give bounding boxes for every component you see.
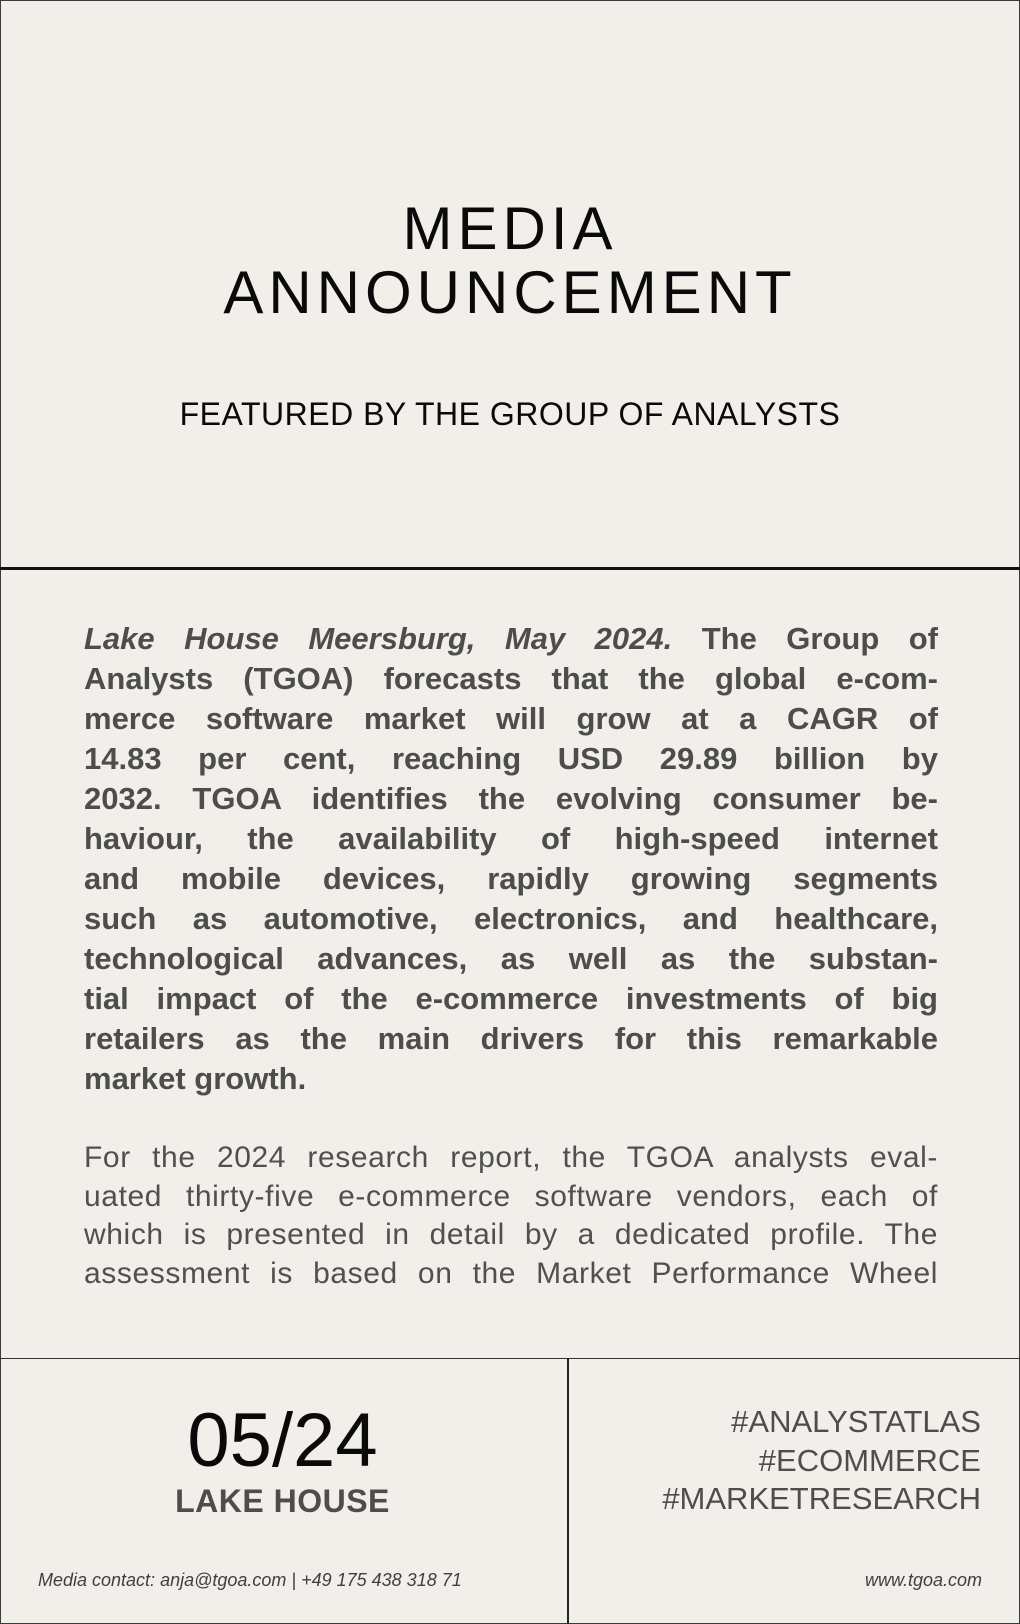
body-line-regular: For the 2024 research report, the TGOA analysts eval- bbox=[84, 1143, 938, 1174]
hashtag: #ECOMMERCE bbox=[758, 1443, 981, 1478]
body-line: haviour, the availability of high-speed internet bbox=[84, 823, 938, 856]
body-line-regular: which is presented in detail by a dedicated profile. The bbox=[84, 1220, 938, 1251]
hashtag: #MARKETRESEARCH bbox=[662, 1481, 981, 1516]
body-line bbox=[84, 623, 938, 659]
body-line: and mobile devices, rapidly growing segments bbox=[84, 863, 938, 896]
body-line: retailers as the main drivers for this remarkable bbox=[84, 1023, 938, 1056]
body-line-text: The Group of bbox=[672, 623, 938, 656]
header-divider bbox=[0, 567, 1020, 570]
hashtag: #ANALYSTATLAS bbox=[731, 1404, 981, 1439]
body-line: 2032. TGOA identifies the evolving consumer be- bbox=[84, 783, 938, 816]
body-line: 14.83 per cent, reaching USD 29.89 billion by bbox=[84, 743, 938, 776]
body-line: merce software market will grow at a CAGR of bbox=[84, 703, 938, 736]
body-line: such as automotive, electronics, and healthcare, bbox=[84, 903, 938, 936]
body-line: tial impact of the e-commerce investments of big bbox=[84, 983, 938, 1016]
body-line: market growth. bbox=[84, 1063, 307, 1096]
footer-column-divider bbox=[567, 1358, 569, 1624]
body-line: Analysts (TGOA) forecasts that the global e-com- bbox=[84, 663, 938, 696]
website-link[interactable]: www.tgoa.com bbox=[864, 1570, 982, 1590]
body-line: technological advances, as well as the substan- bbox=[84, 943, 938, 976]
footer-divider bbox=[0, 1358, 1020, 1359]
subtitle: FEATURED BY THE GROUP OF ANALYSTS bbox=[179, 396, 841, 432]
media-contact: Media contact: anja@tgoa.com | +49 175 438 318 71 bbox=[38, 1570, 462, 1590]
title-line-1: MEDIA bbox=[402, 195, 618, 262]
footer-date: 05/24 bbox=[187, 1398, 378, 1483]
title-line-2: ANNOUNCEMENT bbox=[223, 259, 797, 326]
body-line-regular: uated thirty-five e-commerce software vendors, each of bbox=[84, 1182, 938, 1213]
body-line-regular: assessment is based on the Market Performance Wheel bbox=[84, 1259, 938, 1290]
footer-place: LAKE HOUSE bbox=[175, 1483, 390, 1519]
dateline: Lake House Meersburg, May 2024. bbox=[84, 623, 673, 656]
